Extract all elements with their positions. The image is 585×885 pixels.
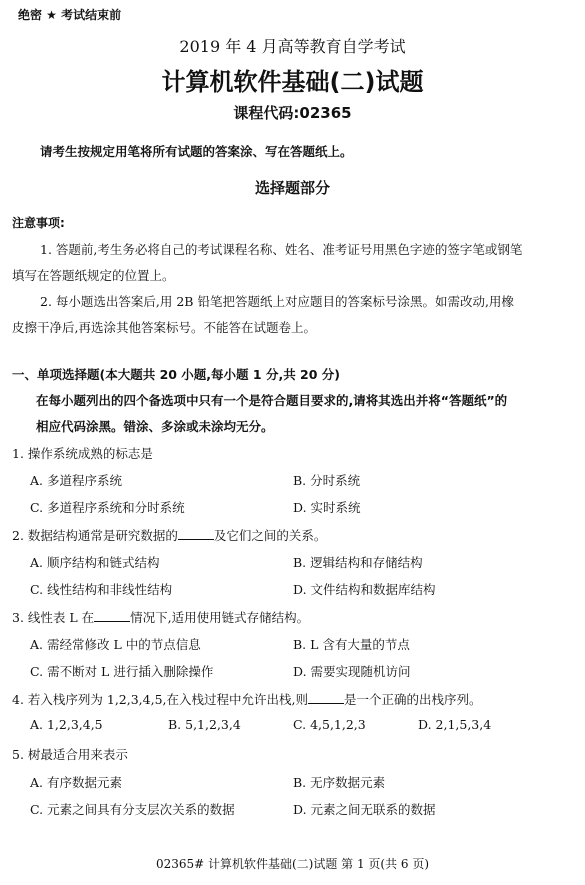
answer-instruction: 请考生按规定用笔将所有试题的答案涂、写在答题纸上。 xyxy=(40,144,353,159)
question-5-option-c: C. 元素之间具有分支层次关系的数据 xyxy=(30,802,235,817)
question-3-stem xyxy=(12,608,309,626)
question-5-option-b: B. 无序数据元素 xyxy=(293,775,386,790)
section-title: 选择题部分 xyxy=(254,179,330,197)
question-1-option-d: D. 实时系统 xyxy=(293,500,361,515)
question-3-option-b: B. L 含有大量的节点 xyxy=(293,637,410,652)
question-stem-text: 1. 操作系统成熟的标志是 xyxy=(12,446,153,461)
question-stem-text: 2. 数据结构通常是研究数据的 xyxy=(12,528,178,543)
question-4-option-b: B. 5,1,2,3,4 xyxy=(168,717,241,732)
part-one-desc-line-1: 在每小题列出的四个备选项中只有一个是符合题目要求的,请将其选出并将“答题纸”的 xyxy=(36,393,508,408)
exam-session-line: 2019 年 4 月高等教育自学考试 xyxy=(179,37,406,56)
part-one-title: 一、单项选择题(本大题共 20 小题,每小题 1 分,共 20 分) xyxy=(12,367,341,382)
question-stem-text-after: 是一个正确的出栈序列。 xyxy=(343,692,482,707)
part-one-desc-line-2: 相应代码涂黑。错涂、多涂或未涂均无分。 xyxy=(36,419,274,434)
question-stem-text-after: 情况下,适用使用链式存储结构。 xyxy=(130,610,310,625)
question-4-stem xyxy=(12,690,482,708)
question-1-option-b: B. 分时系统 xyxy=(293,473,361,488)
note-1-line-2: 填写在答题纸规定的位置上。 xyxy=(12,268,175,283)
note-2-line-1: 2. 每小题选出答案后,用 2B 铅笔把答题纸上对应题目的答案标号涂黑。如需改动,用橡 xyxy=(40,294,514,309)
question-2-stem xyxy=(12,526,326,544)
question-5-option-d: D. 元素之间无联系的数据 xyxy=(293,802,436,817)
note-2-line-2: 皮擦干净后,再选涂其他答案标号。不能答在试题卷上。 xyxy=(12,320,316,335)
question-stem-text-after: 及它们之间的关系。 xyxy=(213,528,327,543)
question-2-option-d: D. 文件结构和数据库结构 xyxy=(293,582,436,597)
answer-blank xyxy=(178,527,214,540)
question-stem-text: 3. 线性表 L 在 xyxy=(12,610,95,625)
question-5-stem xyxy=(12,745,128,763)
question-2-option-a: A. 顺序结构和链式结构 xyxy=(30,555,160,570)
question-5-option-a: A. 有序数据元素 xyxy=(30,775,122,790)
answer-blank xyxy=(94,609,130,622)
question-stem-text: 4. 若入栈序列为 1,2,3,4,5,在入栈过程中允许出栈,则 xyxy=(12,692,308,707)
page-footer: 02365# 计算机软件基础(二)试题 第 1 页(共 6 页) xyxy=(155,857,430,871)
secret-label: 绝密 ★ 考试结束前 xyxy=(18,8,122,22)
question-4-option-a: A. 1,2,3,4,5 xyxy=(30,717,103,732)
question-4-option-d: D. 2,1,5,3,4 xyxy=(418,717,492,732)
question-1-stem xyxy=(12,444,153,462)
question-stem-text: 5. 树最适合用来表示 xyxy=(12,747,128,762)
question-3-option-a: A. 需经常修改 L 中的节点信息 xyxy=(30,637,201,652)
exam-title: 计算机软件基础(二)试题 xyxy=(161,68,424,96)
note-1-line-1: 1. 答题前,考生务必将自己的考试课程名称、姓名、准考证号用黑色字迹的签字笔或钢笔 xyxy=(40,242,523,257)
question-1-option-c: C. 多道程序系统和分时系统 xyxy=(30,500,185,515)
question-3-option-d: D. 需要实现随机访问 xyxy=(293,664,411,679)
question-2-option-c: C. 线性结构和非线性结构 xyxy=(30,582,173,597)
notes-title: 注意事项: xyxy=(12,216,65,230)
answer-blank xyxy=(308,691,344,704)
question-3-option-c: C. 需不断对 L 进行插入删除操作 xyxy=(30,664,214,679)
question-2-option-b: B. 逻辑结构和存储结构 xyxy=(293,555,423,570)
course-code: 课程代码:02365 xyxy=(233,104,352,122)
question-4-option-c: C. 4,5,1,2,3 xyxy=(293,717,366,732)
question-1-option-a: A. 多道程序系统 xyxy=(30,473,122,488)
